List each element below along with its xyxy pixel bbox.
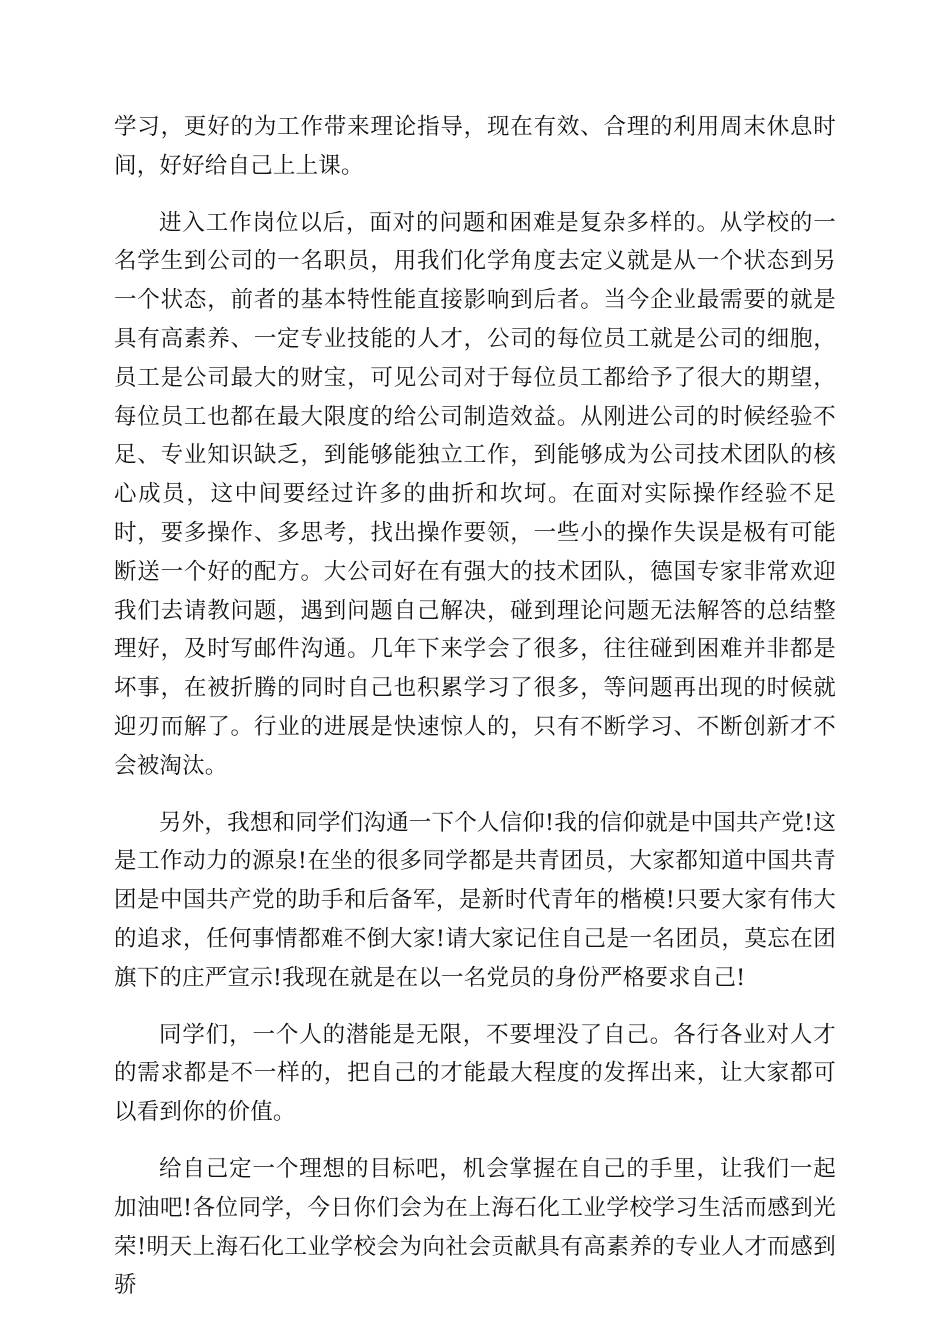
paragraph-work-experience: 进入工作岗位以后，面对的问题和困难是复杂多样的。从学校的一名学生到公司的一名职员，用我们化学角度去定义就是从一个状态到另一个状态，前者的基本特性能直接影响到后者。当今企业最需要的就是具有高素养、一定专业技能的人才，公司的每位员工就是公司的细胞，员工是公司最大的财宝，可见公司对于每位员工都给予了很大的期望，每位员工也都在最大限度的给公司制造效益。从刚进公司的时候经验不足、专业知识缺乏，到能够能独立工作，到能够成为公司技术团队的核心成员，这中间要经过许多的曲折和坎坷。在面对实际操作经验不足时，要多操作、多思考，找出操作要领，一些小的操作失误是极有可能断送一个好的配方。大公司好在有强大的技术团队，德国专家非常欢迎我们去请教问题，遇到问题自己解决，碰到理论问题无法解答的总结整理好，及时写邮件沟通。几年下来学会了很多，往往碰到困难并非都是坏事，在被折腾的同时自己也积累学习了很多，等问题再出现的时候就迎刃而解了。行业的进展是快速惊人的，只有不断学习、不断创新才不会被淘汰。	[114, 209, 836, 779]
paragraph-continuation: 学习，更好的为工作带来理论指导，现在有效、合理的利用周末休息时间，好好给自己上上课。	[114, 114, 836, 179]
document-page	[114, 108, 836, 1323]
paragraph-belief: 另外，我想和同学们沟通一下个人信仰!我的信仰就是中国共产党!这是工作动力的源泉!在坐的很多同学都是共青团员，大家都知道中国共青团是中国共产党的助手和后备军，是新时代青年的楷模!只要大家有伟大的追求，任何事情都难不倒大家!请大家记住自己是一名团员，莫忘在团旗下的庄严宣示!我现在就是在以一名党员的身份严格要求自己!	[114, 809, 836, 991]
paragraph-goal: 给自己定一个理想的目标吧，机会掌握在自己的手里，让我们一起加油吧!各位同学，今日你们会为在上海石化工业学校学习生活而感到光荣!明天上海石化工业学校会为向社会贡献具有高素养的专业人才而感到骄	[114, 1155, 836, 1299]
paragraph-potential: 同学们，一个人的潜能是无限，不要埋没了自己。各行各业对人才的需求都是不一样的，把自己的才能最大程度的发挥出来，让大家都可以看到你的价值。	[114, 1021, 836, 1126]
